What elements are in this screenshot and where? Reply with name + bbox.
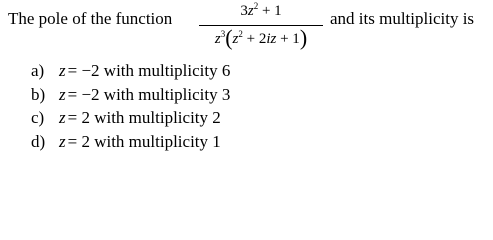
numerator-rest: + 1 — [258, 3, 282, 19]
question-suffix-text: and its multiplicity is — [330, 9, 475, 28]
numerator-coefficient: 3 — [240, 3, 248, 19]
option-b[interactable] — [31, 84, 230, 108]
denominator-close-paren: ) — [299, 25, 308, 50]
denominator-variable-1: z — [214, 31, 221, 47]
fraction-numerator — [199, 2, 323, 20]
option-b-label: b) — [31, 84, 46, 104]
option-d-variable: z — [59, 131, 66, 151]
option-a-variable: z — [59, 61, 66, 80]
option-c-label: c) — [31, 108, 45, 127]
function-fraction — [199, 2, 323, 56]
denominator-open-paren: ( — [225, 25, 233, 50]
denominator-tail: + 1 — [276, 31, 300, 47]
numerator-variable: z — [247, 3, 254, 19]
question-prefix-text: The pole of the function — [8, 9, 173, 28]
option-a-label: a) — [31, 61, 45, 80]
option-c-variable: z — [59, 108, 66, 127]
option-a[interactable] — [31, 60, 230, 84]
option-b-variable: z — [59, 84, 66, 104]
option-b-text: = −2 with multiplicity 3 — [67, 84, 231, 104]
option-a-text: = −2 with multiplicity 6 — [67, 61, 231, 80]
option-d[interactable] — [31, 131, 230, 155]
option-c[interactable] — [31, 107, 230, 131]
fraction-denominator — [199, 25, 323, 50]
option-c-text: = 2 with multiplicity 2 — [67, 108, 221, 127]
denominator-exponent-2: 2 — [238, 29, 243, 39]
option-d-text: = 2 with multiplicity 1 — [67, 131, 221, 151]
denominator-variable-3: iz — [266, 31, 277, 47]
answer-options — [31, 60, 230, 154]
denominator-exponent-1: 3 — [220, 29, 226, 39]
option-d-label: d) — [31, 131, 46, 151]
numerator-exponent: 2 — [253, 1, 259, 11]
denominator-middle: + 2 — [242, 31, 267, 47]
denominator-variable-2: z — [232, 31, 239, 47]
